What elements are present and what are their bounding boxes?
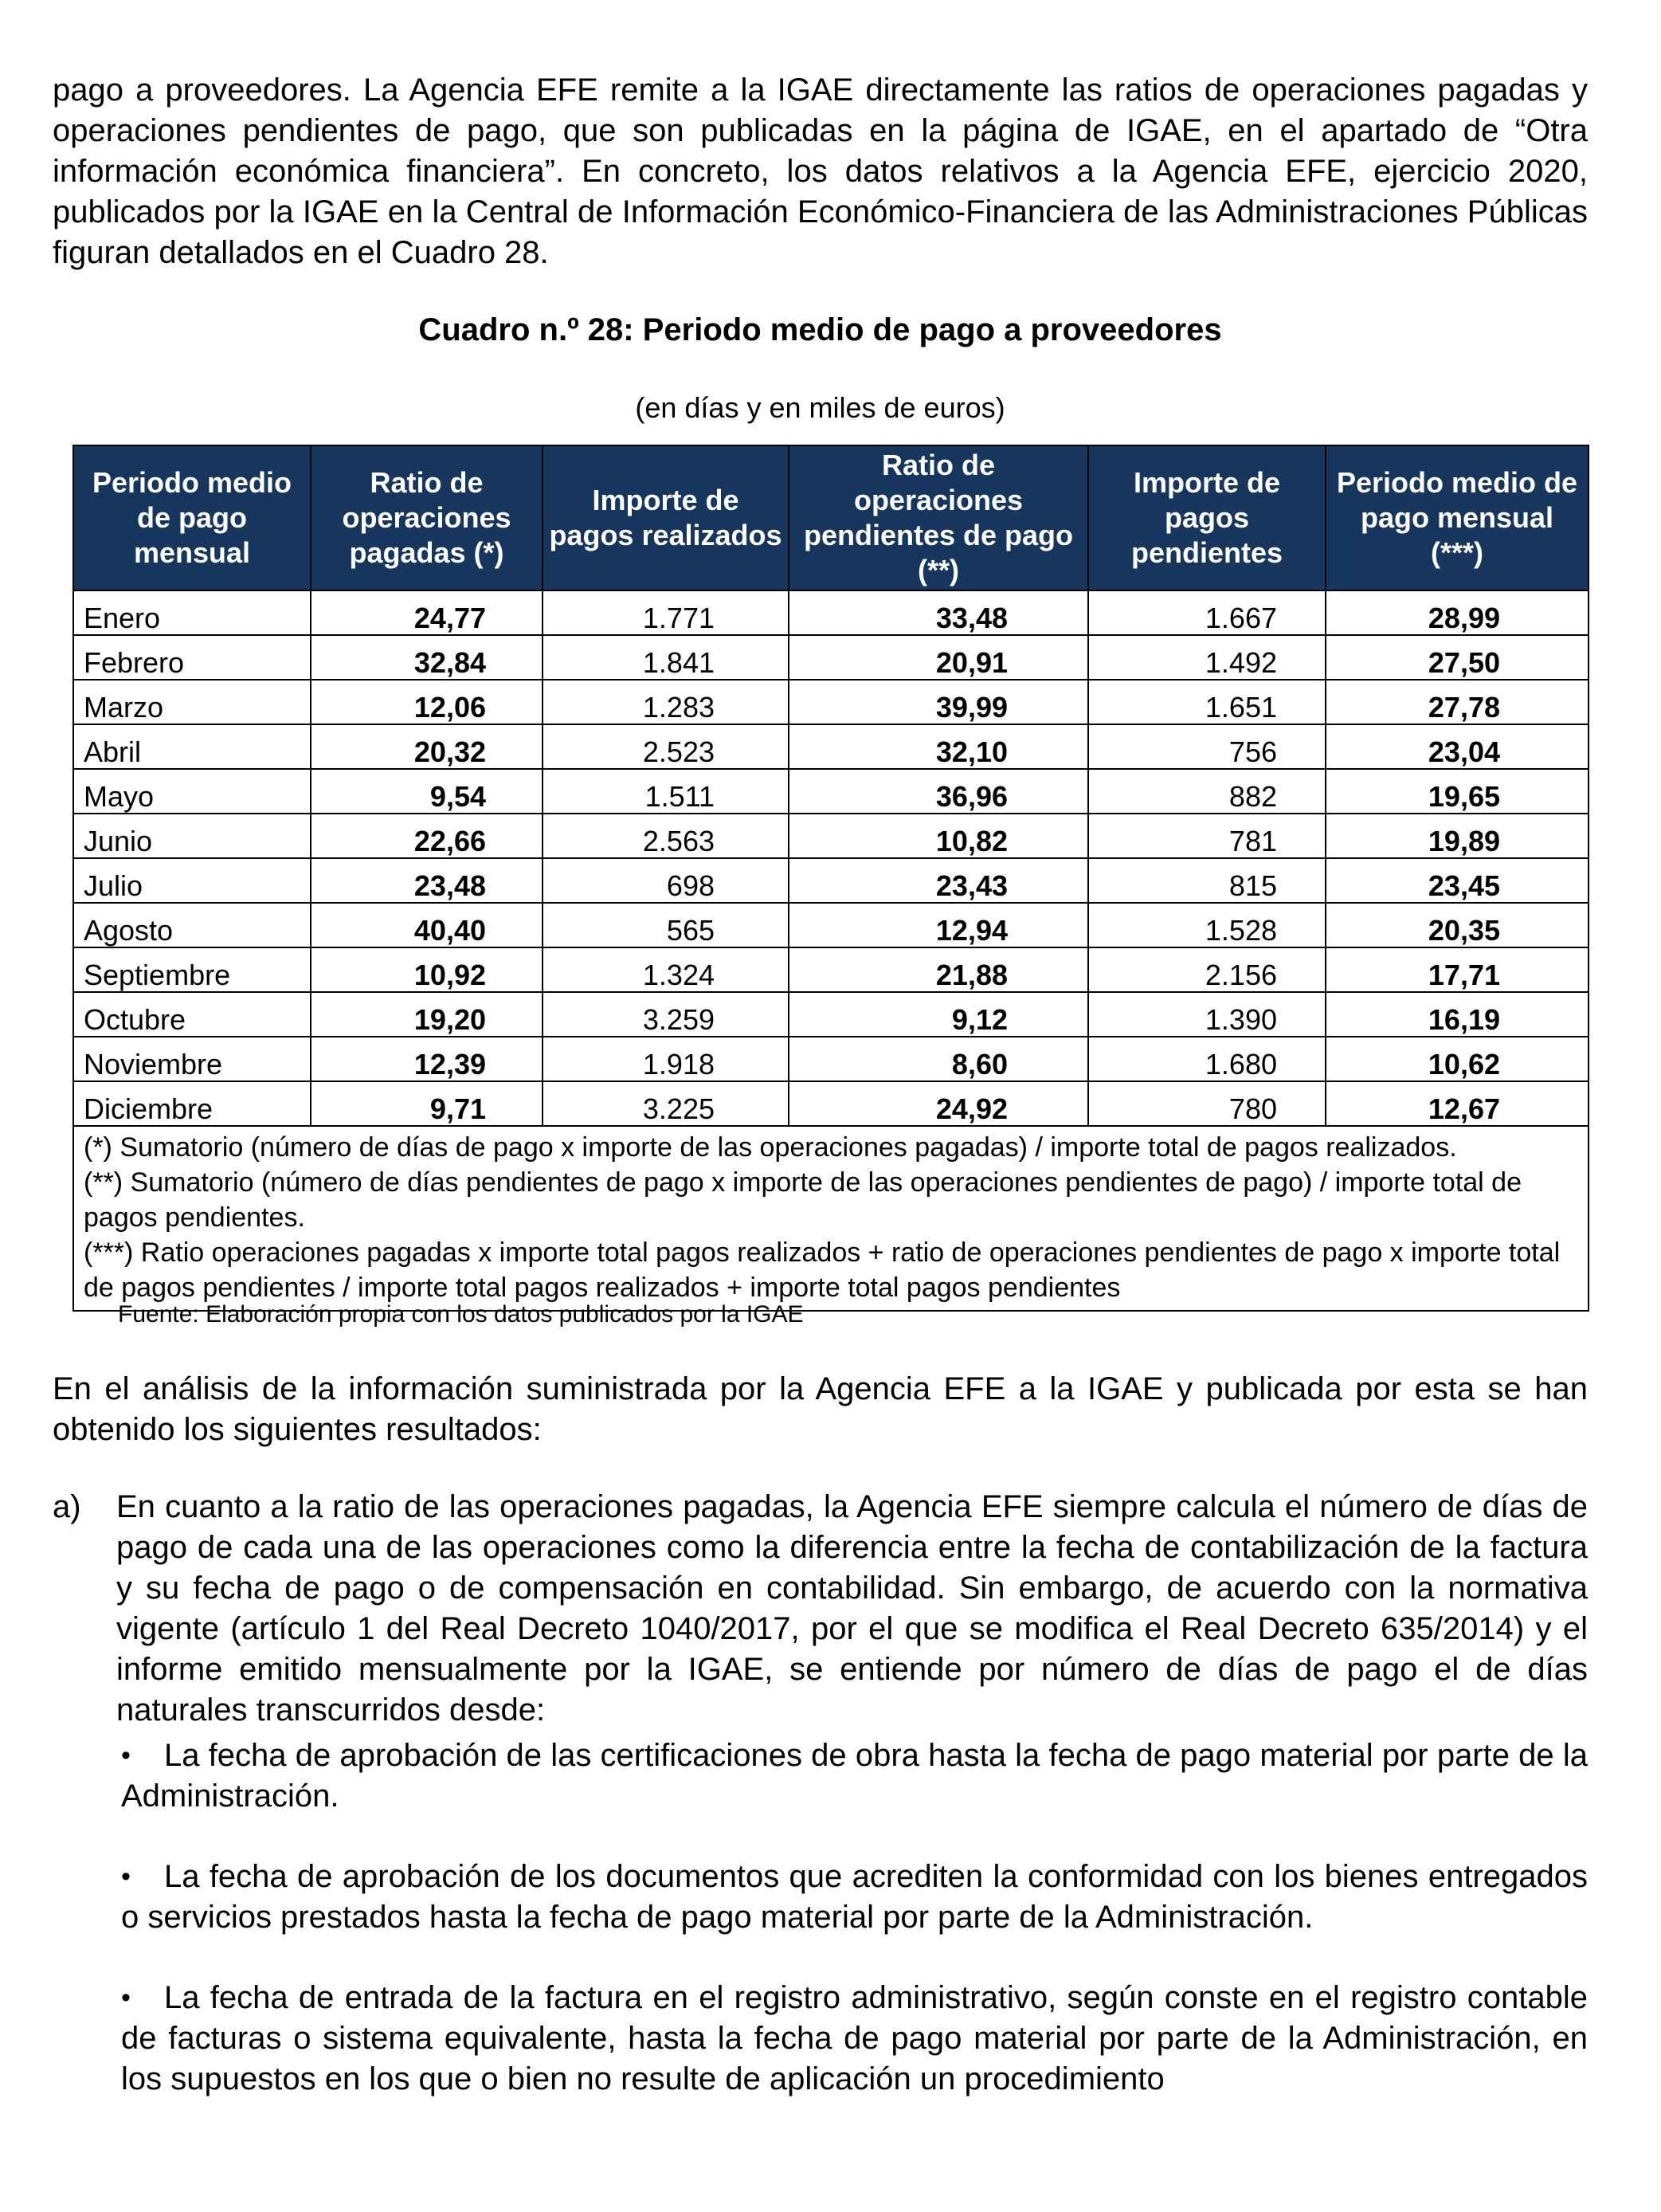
bullet-icon: • xyxy=(121,1861,131,1892)
cell-importe-pendientes: 1.492 xyxy=(1088,635,1326,680)
table-row xyxy=(73,635,1589,680)
table-subtitle: (en días y en miles de euros) xyxy=(635,391,1005,424)
cell-importe-pendientes: 2.156 xyxy=(1088,947,1326,992)
cell-month: Agosto xyxy=(73,903,311,947)
cell-ratio-pagadas: 23,48 xyxy=(311,858,543,903)
list-item-a-label: a) xyxy=(53,1489,81,1524)
cell-pmp: 10,62 xyxy=(1326,1037,1589,1081)
cell-pmp: 12,67 xyxy=(1326,1081,1589,1126)
table-source: Fuente: Elaboración propia con los datos publicados por la IGAE xyxy=(118,1301,804,1328)
cell-month: Junio xyxy=(73,814,311,858)
bullet-text: La fecha de aprobación de las certificaciones de obra hasta la fecha de pago material por parte de la Administración. xyxy=(121,1738,1588,1814)
cell-ratio-pendientes: 32,10 xyxy=(789,724,1088,769)
cell-ratio-pendientes: 9,12 xyxy=(789,992,1088,1037)
analysis-paragraph: En el análisis de la información suministrada por la Agencia EFE a la IGAE y publicada por esta se han obtenido los siguientes resultados: xyxy=(53,1371,1588,1447)
table-row xyxy=(73,903,1589,947)
cell-pmp: 23,45 xyxy=(1326,858,1589,903)
cell-ratio-pagadas: 12,39 xyxy=(311,1037,543,1081)
bullet-text: La fecha de aprobación de los documentos que acrediten la conformidad con los bienes entregados o servicios prestados hasta la fecha de pago material por parte de la Administración. xyxy=(121,1859,1588,1935)
cell-importe-realizados: 1.324 xyxy=(543,947,789,992)
cell-importe-realizados: 1.511 xyxy=(543,769,789,814)
bullet-item xyxy=(121,1735,1588,1817)
cell-month: Enero xyxy=(73,590,311,635)
table-row xyxy=(73,680,1589,724)
cell-month: Febrero xyxy=(73,635,311,680)
cell-importe-realizados: 565 xyxy=(543,903,789,947)
cell-importe-realizados: 3.259 xyxy=(543,992,789,1037)
header-ratio-pagadas: Ratio de operaciones pagadas (*) xyxy=(311,445,543,590)
cell-month: Julio xyxy=(73,858,311,903)
header-ratio-pendientes: Ratio de operaciones pendientes de pago (**) xyxy=(789,445,1088,590)
cell-pmp: 17,71 xyxy=(1326,947,1589,992)
table-row xyxy=(73,1037,1589,1081)
cell-importe-pendientes: 756 xyxy=(1088,724,1326,769)
cell-pmp: 20,35 xyxy=(1326,903,1589,947)
table-row xyxy=(73,724,1589,769)
cell-ratio-pendientes: 12,94 xyxy=(789,903,1088,947)
cell-importe-pendientes: 1.680 xyxy=(1088,1037,1326,1081)
table-row xyxy=(73,769,1589,814)
cell-importe-pendientes: 815 xyxy=(1088,858,1326,903)
cell-ratio-pagadas: 9,54 xyxy=(311,769,543,814)
cell-ratio-pagadas: 32,84 xyxy=(311,635,543,680)
cell-ratio-pagadas: 12,06 xyxy=(311,680,543,724)
cell-importe-pendientes: 1.667 xyxy=(1088,590,1326,635)
cell-ratio-pagadas: 19,20 xyxy=(311,992,543,1037)
bullet-text: La fecha de entrada de la factura en el registro administrativo, según conste en el registro contable de facturas o sistema equivalente, hasta la fecha de pago material por parte de la Administración, en los supuestos en los que o bien no resulte de aplicación un procedimiento xyxy=(121,1980,1588,2096)
table-row xyxy=(73,992,1589,1037)
header-importe-pendientes: Importe de pagos pendientes xyxy=(1088,445,1326,590)
cell-pmp: 23,04 xyxy=(1326,724,1589,769)
cell-importe-realizados: 2.523 xyxy=(543,724,789,769)
note-3: (***) Ratio operaciones pagadas x importe total pagos realizados + ratio de operaciones pendientes de pago x importe total de pagos pendientes / importe total pagos realizados + importe total pagos pendientes xyxy=(84,1237,1561,1303)
cell-month: Marzo xyxy=(73,680,311,724)
cell-importe-realizados: 2.563 xyxy=(543,814,789,858)
cell-ratio-pendientes: 20,91 xyxy=(789,635,1088,680)
cell-month: Septiembre xyxy=(73,947,311,992)
cell-importe-pendientes: 1.528 xyxy=(1088,903,1326,947)
cell-ratio-pagadas: 24,77 xyxy=(311,590,543,635)
header-pmp-mensual: Periodo medio de pago mensual (***) xyxy=(1326,445,1589,590)
bullet-icon: • xyxy=(121,1740,131,1771)
list-item-a-text: En cuanto a la ratio de las operaciones pagadas, la Agencia EFE siempre calcula el número de días de pago de cada una de las operaciones como la diferencia entre la fecha de contabilización de la factura y su fecha de pago o de compensación en contabilidad. Sin embargo, de acuerdo con la normativa vigente (artículo 1 del Real Decreto 1040/2017, por el que se modifica el Real Decreto 635/2014) y el informe emitido mensualmente por la IGAE, se entiende por número de días de pago el de días naturales transcurridos desde: xyxy=(116,1489,1588,1728)
table-notes-row xyxy=(73,1126,1589,1311)
cell-importe-pendientes: 780 xyxy=(1088,1081,1326,1126)
cell-importe-realizados: 3.225 xyxy=(543,1081,789,1126)
cell-ratio-pendientes: 21,88 xyxy=(789,947,1088,992)
table-header-row xyxy=(73,445,1589,590)
cell-ratio-pagadas: 40,40 xyxy=(311,903,543,947)
cell-ratio-pendientes: 39,99 xyxy=(789,680,1088,724)
table-row xyxy=(73,947,1589,992)
table-row xyxy=(73,814,1589,858)
bullet-item xyxy=(121,1857,1588,1938)
cell-month: Diciembre xyxy=(73,1081,311,1126)
cell-pmp: 19,89 xyxy=(1326,814,1589,858)
cell-ratio-pendientes: 24,92 xyxy=(789,1081,1088,1126)
table-notes xyxy=(73,1126,1589,1311)
cell-month: Noviembre xyxy=(73,1037,311,1081)
cell-ratio-pagadas: 22,66 xyxy=(311,814,543,858)
cell-importe-pendientes: 781 xyxy=(1088,814,1326,858)
cell-ratio-pendientes: 36,96 xyxy=(789,769,1088,814)
cell-ratio-pagadas: 20,32 xyxy=(311,724,543,769)
table-row xyxy=(73,858,1589,903)
cell-importe-pendientes: 1.390 xyxy=(1088,992,1326,1037)
cell-month: Abril xyxy=(73,724,311,769)
table-row xyxy=(73,1081,1589,1126)
cell-importe-realizados: 1.841 xyxy=(543,635,789,680)
table-title: Cuadro n.º 28: Periodo medio de pago a proveedores xyxy=(418,312,1222,347)
cell-pmp: 16,19 xyxy=(1326,992,1589,1037)
cell-pmp: 27,78 xyxy=(1326,680,1589,724)
payment-period-table xyxy=(72,445,1589,1312)
cell-month: Mayo xyxy=(73,769,311,814)
list-item-a xyxy=(53,1487,1588,1731)
cell-importe-realizados: 1.771 xyxy=(543,590,789,635)
cell-importe-pendientes: 1.651 xyxy=(1088,680,1326,724)
cell-pmp: 27,50 xyxy=(1326,635,1589,680)
cell-importe-realizados: 698 xyxy=(543,858,789,903)
cell-importe-pendientes: 882 xyxy=(1088,769,1326,814)
cell-ratio-pendientes: 10,82 xyxy=(789,814,1088,858)
cell-pmp: 28,99 xyxy=(1326,590,1589,635)
note-2: (**) Sumatorio (número de días pendientes de pago x importe de las operaciones pendientes de pago) / importe total de pagos pendientes. xyxy=(84,1167,1522,1233)
bullet-item xyxy=(121,1978,1588,2100)
intro-paragraph: pago a proveedores. La Agencia EFE remite a la IGAE directamente las ratios de operaciones pagadas y operaciones pendientes de pago, que son publicadas en la página de IGAE, en el apartado de “Otra información económica financiera”. En concreto, los datos relativos a la Agencia EFE, ejercicio 2020, publicados por la IGAE en la Central de Información Económico-Financiera de las Administraciones Públicas figuran detallados en el Cuadro 28. xyxy=(53,73,1588,270)
cell-ratio-pendientes: 33,48 xyxy=(789,590,1088,635)
note-1: (*) Sumatorio (número de días de pago x importe de las operaciones pagadas) / importe total de pagos realizados. xyxy=(84,1132,1457,1163)
header-importe-realizados: Importe de pagos realizados xyxy=(543,445,789,590)
cell-importe-realizados: 1.918 xyxy=(543,1037,789,1081)
bullet-icon: • xyxy=(121,1983,131,2013)
cell-ratio-pendientes: 23,43 xyxy=(789,858,1088,903)
cell-month: Octubre xyxy=(73,992,311,1037)
cell-pmp: 19,65 xyxy=(1326,769,1589,814)
cell-importe-realizados: 1.283 xyxy=(543,680,789,724)
cell-ratio-pagadas: 10,92 xyxy=(311,947,543,992)
cell-ratio-pagadas: 9,71 xyxy=(311,1081,543,1126)
header-periodo: Periodo medio de pago mensual xyxy=(73,445,311,590)
cell-ratio-pendientes: 8,60 xyxy=(789,1037,1088,1081)
table-row xyxy=(73,590,1589,635)
